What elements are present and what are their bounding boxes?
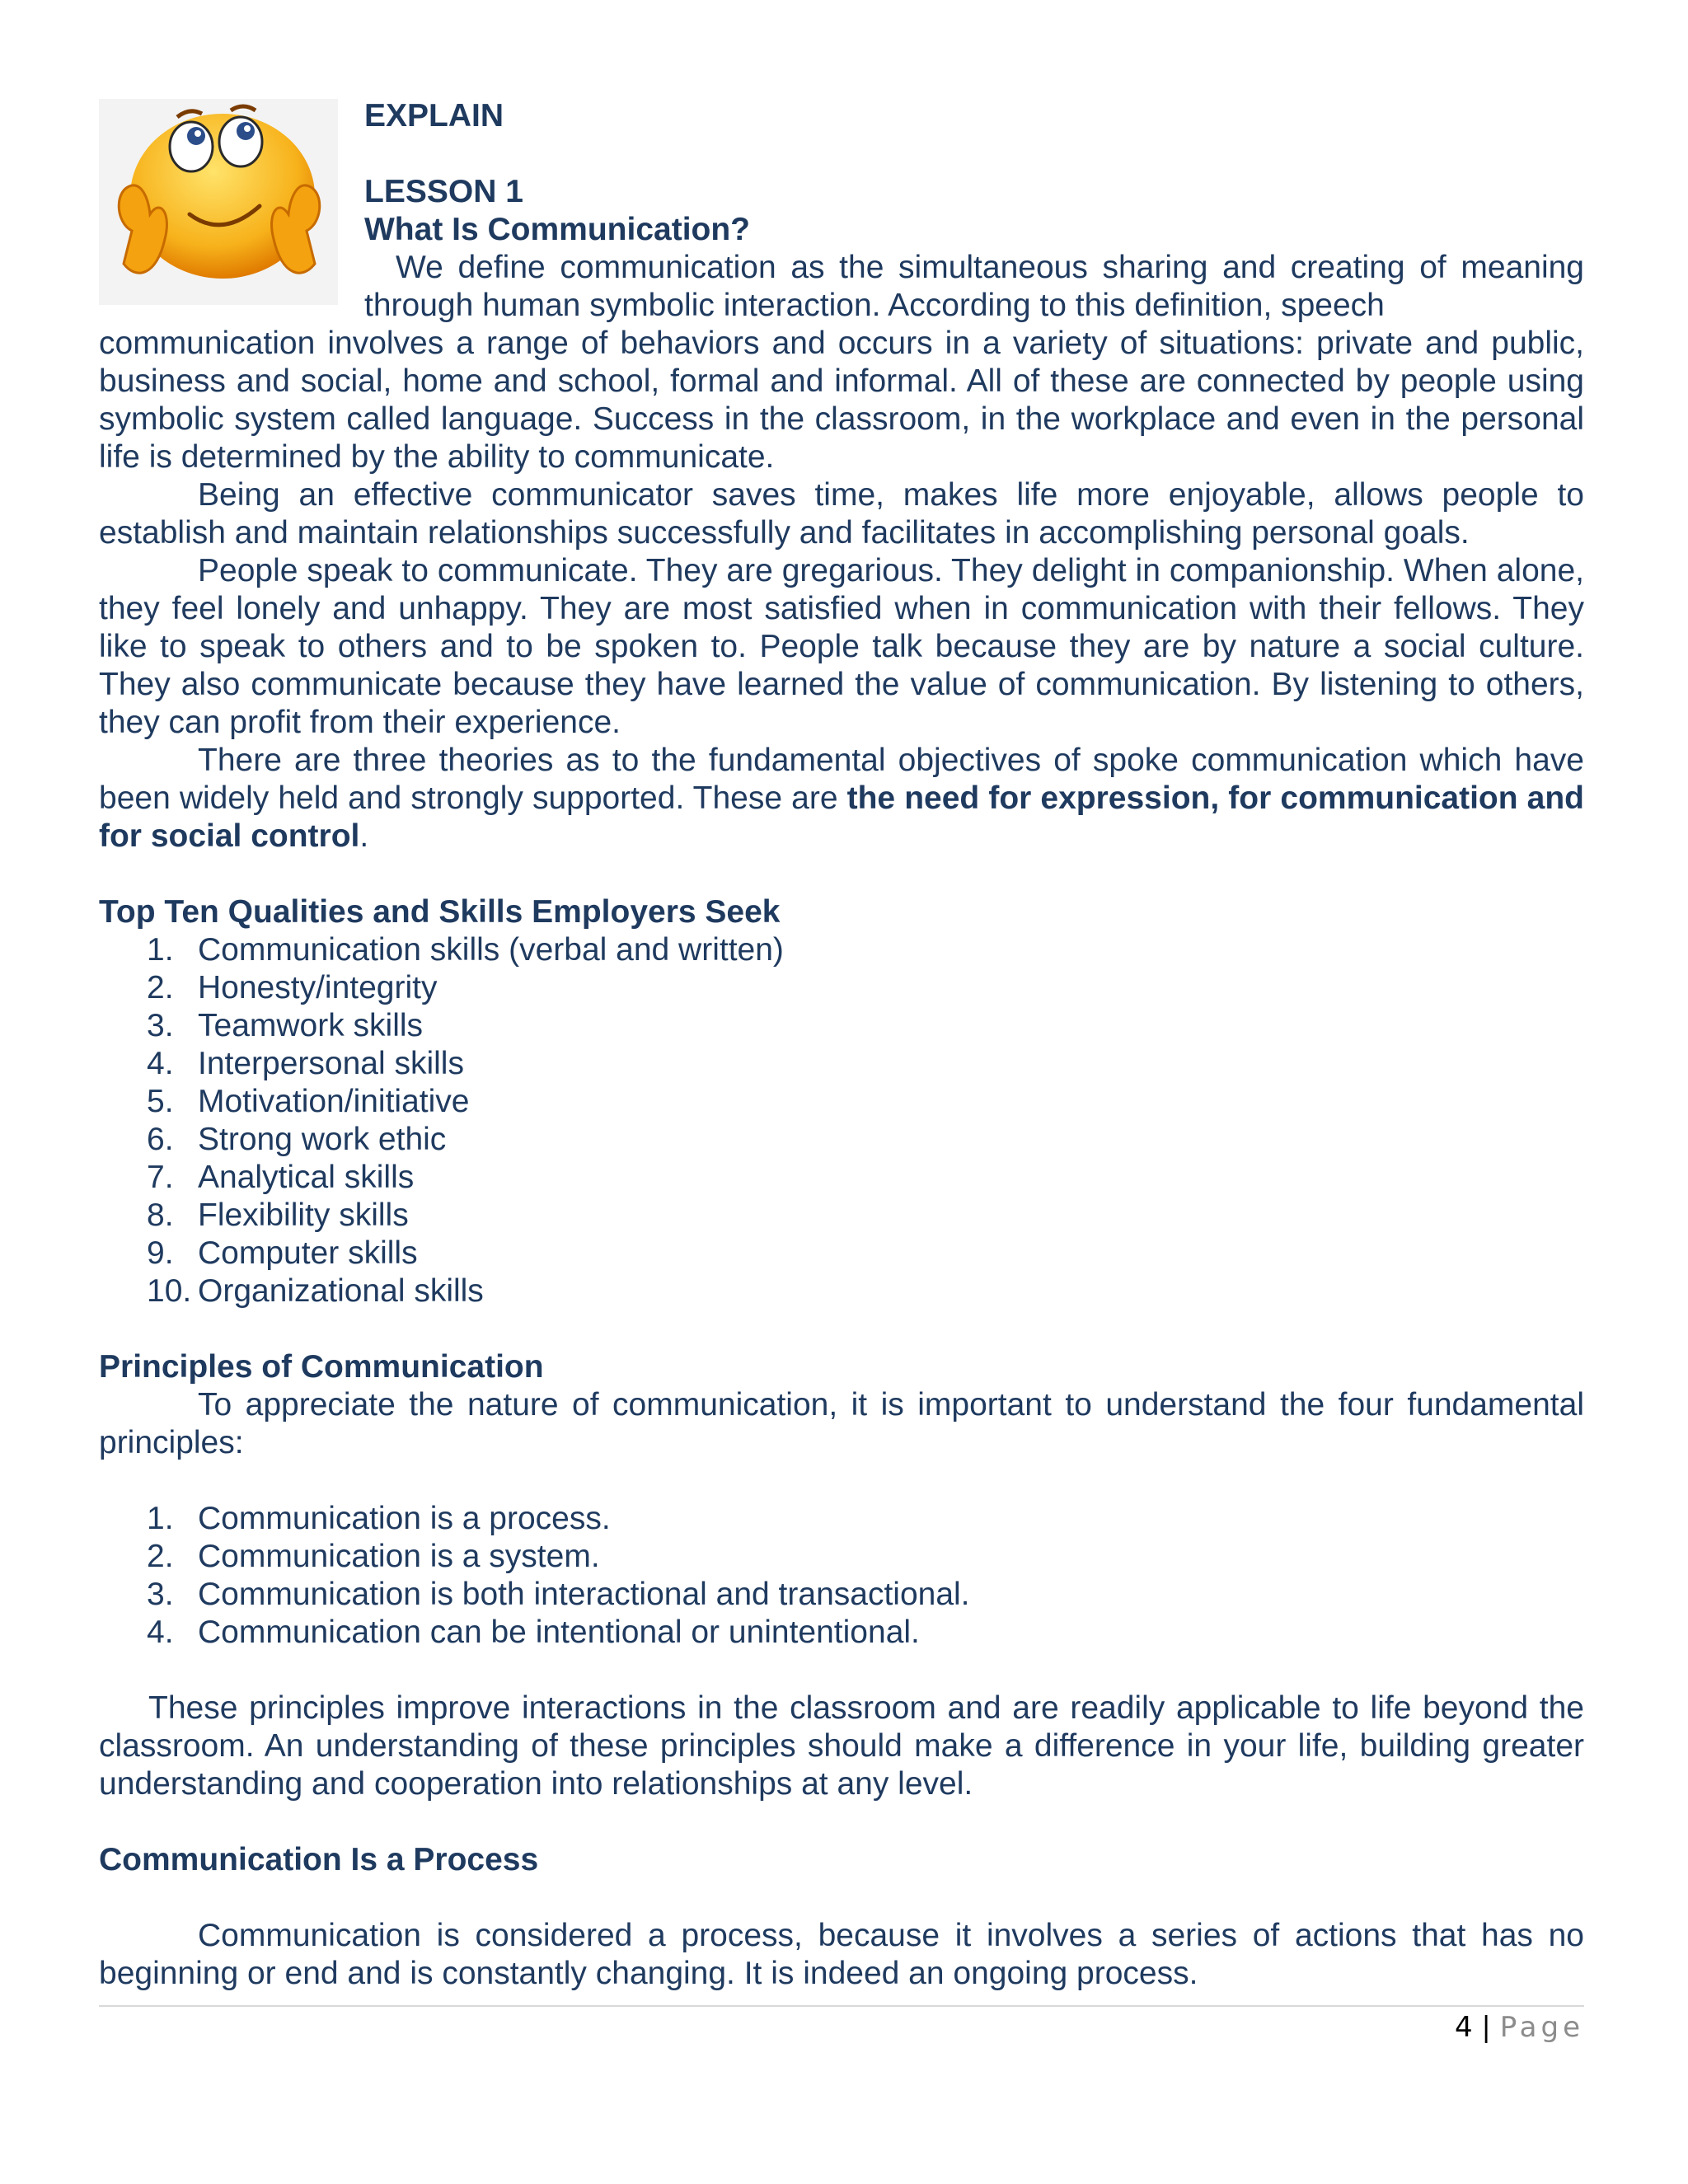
list-text: Analytical skills xyxy=(198,1160,415,1195)
list-item xyxy=(99,1538,1584,1576)
list-number: 8. xyxy=(147,1197,174,1233)
list-number: 1. xyxy=(147,1501,174,1536)
skills-list xyxy=(99,931,1584,1310)
list-item xyxy=(99,1159,1584,1197)
list-text: Teamwork skills xyxy=(198,1008,424,1043)
lesson-title: What Is Communication? xyxy=(364,212,750,247)
list-text: Communication can be intentional or unintentional. xyxy=(198,1615,920,1650)
lesson-heading: LESSON 1 xyxy=(364,174,523,209)
skills-heading: Top Ten Qualities and Skills Employers Seek xyxy=(99,894,781,930)
process-heading: Communication Is a Process xyxy=(99,1842,539,1877)
list-item xyxy=(99,1614,1584,1652)
list-text: Interpersonal skills xyxy=(198,1046,464,1081)
list-text: Communication is both interactional and transactional. xyxy=(198,1577,970,1612)
list-text: Organizational skills xyxy=(198,1273,484,1309)
list-item xyxy=(99,1197,1584,1235)
effective-communicator-paragraph: Being an effective communicator saves time, makes life more enjoyable, allows people to establish and maintain relationships successfully and facilitates in accomplishing personal goals. xyxy=(99,477,1584,551)
list-number: 7. xyxy=(147,1160,174,1195)
list-item xyxy=(99,969,1584,1007)
list-text: Strong work ethic xyxy=(198,1122,447,1157)
list-text: Communication is a process. xyxy=(198,1501,611,1536)
list-item xyxy=(99,1083,1584,1121)
intro-paragraph-start: We define communication as the simultaneous sharing and creating of meaning through human symbolic interaction. According to this definition, speech xyxy=(364,250,1584,323)
people-speak-paragraph: People speak to communicate. They are gregarious. They delight in companionship. When alone, they feel lonely and unhappy. They are most satisfied when in communication with their fellows. They like to speak to others and to be spoken to. People talk because they are by nature a social culture. They also communicate because they have learned the value of communication. By listening to others, they can profit from their experience. xyxy=(99,553,1584,740)
list-number: 4. xyxy=(147,1046,174,1081)
three-theories-paragraph xyxy=(99,742,1584,855)
list-item xyxy=(99,1121,1584,1159)
list-number: 9. xyxy=(147,1235,174,1271)
intro-paragraph-continued: communication involves a range of behaviors and occurs in a variety of situations: private and public, business and social, home and school, formal and informal. All of these are connected by people using symbolic system called language. Success in the classroom, in the workplace and even in the personal life is determined by the ability to communicate. xyxy=(99,326,1584,475)
principles-paragraph: These principles improve interactions in the classroom and are readily applicable to life beyond the classroom. An understanding of these principles should make a difference in your life, building greater understanding and cooperation into relationships at any level. xyxy=(99,1690,1584,1802)
list-number: 4. xyxy=(147,1615,174,1650)
list-number: 10. xyxy=(147,1273,192,1309)
list-text: Computer skills xyxy=(198,1235,418,1271)
theories-end: . xyxy=(359,818,369,854)
list-item xyxy=(99,1576,1584,1614)
list-text: Communication is a system. xyxy=(198,1539,600,1574)
theories-bold-text: the need for expression, for communication and for social control xyxy=(99,780,1585,854)
list-number: 3. xyxy=(147,1008,174,1043)
list-item xyxy=(99,1045,1584,1083)
principles-list xyxy=(99,1500,1584,1652)
list-item xyxy=(99,1235,1584,1272)
page-label: Page xyxy=(1499,2011,1584,2044)
list-text: Flexibility skills xyxy=(198,1197,409,1233)
list-number: 1. xyxy=(147,932,174,968)
list-item xyxy=(99,1272,1584,1310)
list-item xyxy=(99,1007,1584,1045)
principles-heading: Principles of Communication xyxy=(99,1349,544,1385)
list-number: 2. xyxy=(147,970,174,1005)
theories-text: There are three theories as to the fundamental objectives of spoke communication which have been widely held and strongly supported. These are xyxy=(99,743,1584,816)
list-number: 6. xyxy=(147,1122,174,1157)
list-text: Motivation/initiative xyxy=(198,1084,470,1119)
page-footer xyxy=(1455,2011,1584,2044)
list-number: 3. xyxy=(147,1577,174,1612)
footer-divider xyxy=(99,2005,1584,2007)
process-paragraph: Communication is considered a process, because it involves a series of actions that has no beginning or end and is constantly changing. It is indeed an ongoing process. xyxy=(99,1918,1584,1991)
principles-intro: To appreciate the nature of communication, it is important to understand the four fundamental principles: xyxy=(99,1387,1584,1460)
list-text: Honesty/integrity xyxy=(198,970,438,1005)
list-number: 5. xyxy=(147,1084,174,1119)
list-item xyxy=(99,1500,1584,1538)
explain-heading: EXPLAIN xyxy=(364,98,504,134)
list-item xyxy=(99,931,1584,969)
document-content xyxy=(99,97,1584,1993)
page-number: 4 xyxy=(1454,2011,1473,2044)
page-separator: | xyxy=(1481,2011,1491,2044)
list-text: Communication skills (verbal and written) xyxy=(198,932,784,968)
list-number: 2. xyxy=(147,1539,174,1574)
